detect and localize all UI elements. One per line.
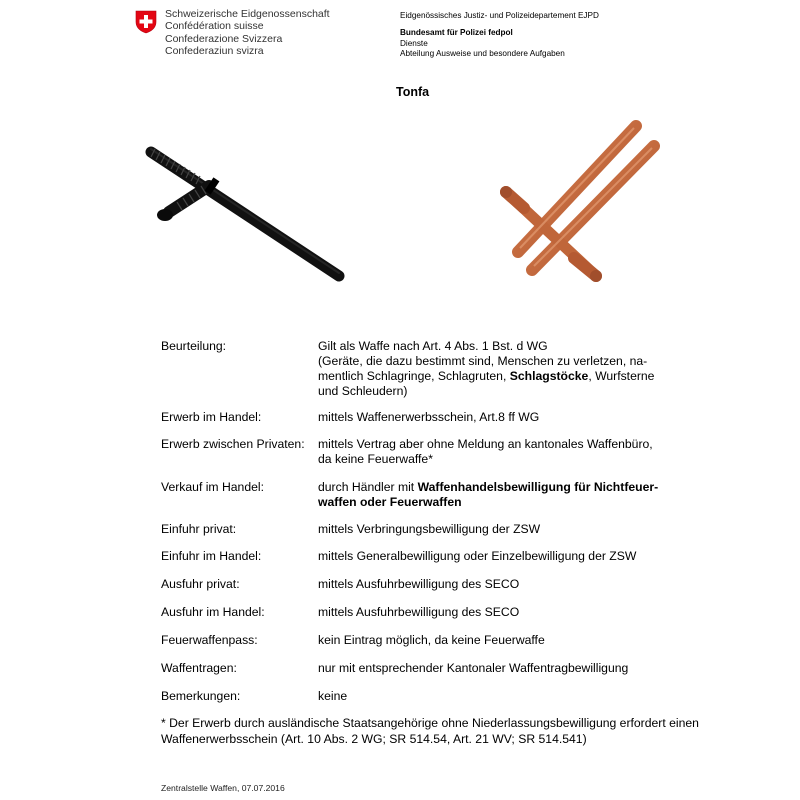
row-value: keine	[318, 689, 348, 703]
black-tonfa-baton-image	[143, 140, 353, 290]
section-name: Abteilung Ausweise und besondere Aufgaben	[400, 49, 565, 59]
row-value-line: waffen oder Feuerwaffen	[318, 495, 462, 509]
row-value: kein Eintrag möglich, da keine Feuerwaffe	[318, 633, 545, 647]
row-value-line: (Geräte, die dazu bestimmt sind, Menschen zu verletzen, na-	[318, 354, 648, 368]
row-label: Bemerkungen:	[161, 689, 241, 703]
department-block	[400, 11, 599, 60]
row-label: Einfuhr privat:	[161, 522, 237, 536]
footnote	[161, 716, 699, 747]
row-value-line: Gilt als Waffe nach Art. 4 Abs. 1 Bst. d WG	[318, 339, 548, 353]
division-name: Dienste	[400, 38, 428, 48]
row-label: Verkauf im Handel:	[161, 480, 264, 494]
confederation-rm: Confederaziun svizra	[165, 45, 264, 58]
row-value: mittels Ausfuhrbewilligung des SECO	[318, 577, 520, 591]
row-label: Einfuhr im Handel:	[161, 549, 262, 563]
footnote-line: * Der Erwerb durch ausländische Staatsangehörige ohne Niederlassungsbewilligung erfordert einen	[161, 716, 699, 730]
row-value: mittels Ausfuhrbewilligung des SECO	[318, 605, 520, 619]
confederation-de: Schweizerische Eidgenossenschaft	[165, 8, 330, 20]
row-value-line: mittels Vertrag aber ohne Meldung an kantonales Waffenbüro,	[318, 437, 653, 451]
row-value-line: mentlich Schlagringe, Schlagruten, Schlagstöcke, Wurfsterne	[318, 369, 655, 383]
row-label: Ausfuhr privat:	[161, 577, 240, 591]
row-label: Feuerwaffenpass:	[161, 633, 258, 647]
row-value-line: durch Händler mit Waffenhandelsbewilligung für Nichtfeuer-	[318, 480, 659, 494]
row-value-line: da keine Feuerwaffe*	[318, 452, 433, 466]
confederation-names	[165, 8, 330, 58]
row-label: Ausfuhr im Handel:	[161, 605, 265, 619]
document-title: Tonfa	[396, 85, 430, 99]
office-name: Bundesamt für Polizei fedpol	[400, 27, 513, 37]
row-value: mittels Generalbewilligung oder Einzelbewilligung der ZSW	[318, 549, 637, 563]
department-name: Eidgenössisches Justiz- und Polizeidepartement EJPD	[400, 11, 599, 20]
row-label: Waffentragen:	[161, 661, 237, 675]
swiss-cross-icon	[134, 10, 158, 34]
confederation-fr: Confédération suisse	[165, 20, 264, 33]
row-label: Erwerb zwischen Privaten:	[161, 437, 305, 451]
wooden-tonfa-pair-image	[496, 118, 666, 288]
row-value-line: und Schleudern)	[318, 384, 408, 398]
row-value: mittels Waffenerwerbsschein, Art.8 ff WG	[318, 410, 540, 424]
confederation-it: Confederazione Svizzera	[165, 32, 283, 45]
row-label: Beurteilung:	[161, 339, 227, 353]
footnote-line: Waffenerwerbsschein (Art. 10 Abs. 2 WG; SR 514.54, Art. 21 WV; SR 514.541)	[161, 731, 587, 746]
row-value: nur mit entsprechender Kantonaler Waffentragbewilligung	[318, 661, 629, 675]
page-footer: Zentralstelle Waffen, 07.07.2016	[161, 783, 285, 793]
row-label: Erwerb im Handel:	[161, 410, 262, 424]
row-value: mittels Verbringungsbewilligung der ZSW	[318, 522, 541, 536]
